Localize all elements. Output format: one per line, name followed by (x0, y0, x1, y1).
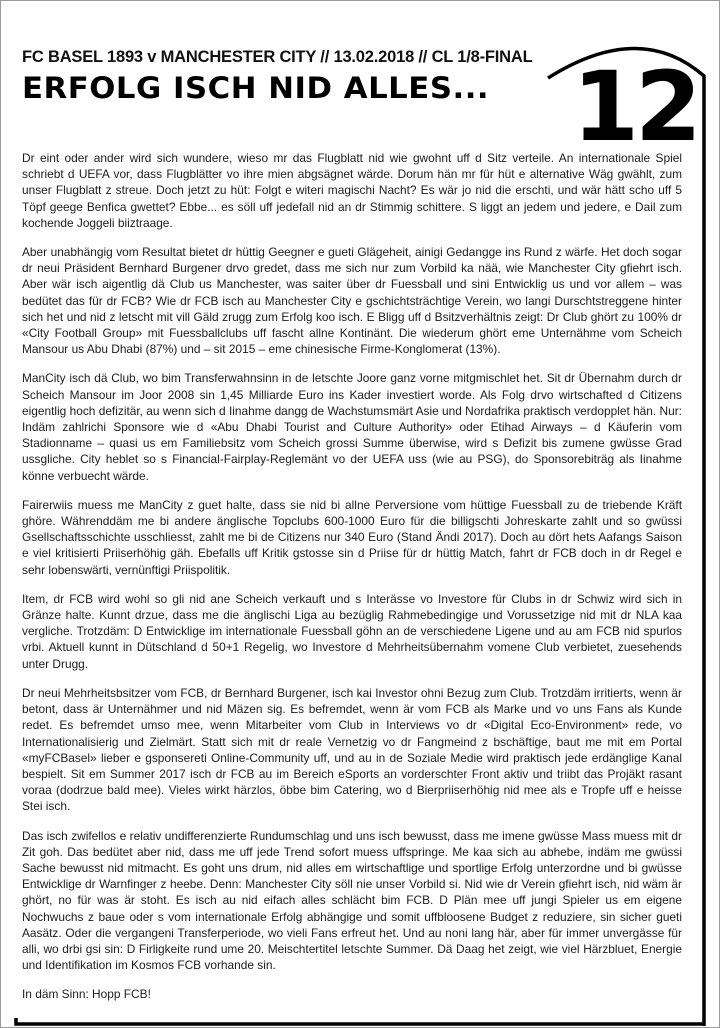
paragraph-6: Dr neui Mehrheitsbsitzer vom FCB, dr Bernhard Burgener, isch kai Investor ohni Bezug zum Club. Trotzdäm irritierts, wenn är betont, dass är Unternähmer und nid Mäzen sig. Es befremdet, wenn är vom FCB als Marke und vo uns Fans als Kunde redet. Es befremdet umso mee, wenn Mitarbeiter vom Club in Interviews vo dr «Digital Eco-Environment» rede, vo Internationalisierig und Zielmärt. Statt sich mit dr reale Vernetzig vo dr Fangmeind z bschäftige, baut me mit em Portal «myFCBasel» lieber e gsponsereti Online-Community uff, und au in de Soziale Medie wird praktisch jede erdänglige Kanal bespielt. Sit em Summer 2017 isch dr FCB au im Bereich eSports an vorderschter Front aktiv und triibt das Projäkt rasant voraa (dodrzue bald mee). Vieles wirkt härzlos, öbbe bim Catering, wo d Bierpriiserhöhig nid mee als e Tropfe uff e heisse Stei isch. (22, 685, 682, 814)
paragraph-3: ManCity isch dä Club, wo bim Transferwahnsinn in de letschte Joore ganz vorne mitgmischlet het. Sit dr Übernahm durch dr Scheich Mansour im Joor 2008 sin 1,45 Milliarde Euro ins Kader investiert worde. Als Folg drvo wirtschafted d Citizens eigentlig hoch defizitär, au wenn sich d Iinahme dangg de Wachstumsmärt Asie und Nordafrika praktisch verdopplet hän. Nur: Indäm zahlrichi Sponsore wie d «Abu Dhabi Tourist and Culture Authority» oder Etihad Airways – d Käuferin vom Stadionname – quasi us em Familiebsitz vom Scheich grossi Summe überwise, wird s Defizit bis zumene gwüsse Grad ussgliche. City heblet so s Financial-Fairplay-Reglemänt vo der UEFA uss (wie au PSG), do Sponsorebiträg als Iinahme könne verbuecht wärde. (22, 371, 682, 483)
paragraph-2: Aber unabhängig vom Resultat bietet dr hüttig Geegner e gueti Glägeheit, ainigi Gedangge ins Rund z wärfe. Het doch sogar dr neui Präsident Bernhard Burgener drvo gredet, dass me sich nur zum Vorbild ka nää, wie Manchester City gfiehrt isch. Aber wär isch aigentlig dä Club us Manchester, was saiter über dr Fuessball und sini Entwicklig us und vor allem – was bedütet das für dr FCB? Wie dr FCB isch au Manchester City e gschichtsträchtige Verein, wo langi Durschtstreggene hinter sich het und nid z letscht mit vill Gäld zrugg zum Erfolg koo isch. E Bligg uff d Bsitzverhältnis zeigt: Dr Club ghört zu 100% dr «City Football Group» mit Fuessballclubs uff fascht allne Kontinänt. Die wiederum ghört eme Unternähme vom Scheich Mansour us Abu Dhabi (87%) und – sit 2015 – eme chinesische Firme-Konglomerat (13%). (22, 245, 682, 357)
paragraph-5: Item, dr FCB wird wohl so gli nid ane Scheich verkauft und s Interässe vo Investore für Clubs in dr Schwiz wird sich in Gränze halte. Kunnt drzue, dass me die änglischi Liga au bezüglig Rahmebedingige und Vorussetzige nid mit dr NLA kaa vergliche. Trotzdäm: D Entwicklige im internationale Fuessball göhn an de verschiedene Ligene und au am FCB nid spurlos vrbi. Aktuell kunnt in Dütschland d 50+1 Regelig, wo Investore d Mehrheitsübernahm vomene Club verbietet, zuesehends unter Drugg. (22, 591, 682, 671)
headline: ERFOLG ISCH NID ALLES... (22, 71, 490, 105)
paragraph-1: Dr eint oder ander wird sich wundere, wieso mr das Flugblatt nid wie gwohnt uff d Sitz verteile. An internationale Spiel schriebt d UEFA vor, dass Flugblätter vo ihre mien abgsägnet wärde. Dorum hän mr für hüt e alternative Wäg gwählt, zum unser Flugblatt z streue. Doch jetzt zu hüt: Folgt e witeri magischi Nacht? Es wär jo nid die erschti, und wär hätt scho uff 5 Töpf geege Benfica gwettet? Ebbe... es söll uff jedefall nid an dr Stimmig schittere. S liggt an jedem und jedere, e Dail zum kochende Joggeli biiztraage. (22, 151, 682, 230)
article-body (22, 150, 682, 1016)
paragraph-7: Das isch zwifellos e relativ undifferenzierte Rundumschlag und uns isch bewusst, dass me imene gwüsse Mass muess mit dr Zit goh. Das bedütet aber nid, dass me uff jede Trend sofort muess uffspringe. Me kaa sich au abhebe, indäm me gwüssi Sache bewusst nid mitmacht. Es goht uns drum, nid alles em wirtschaftlige und sportlige Erfolg unterzordne und bi gwüsse Entwicklige dr Warnfinger z heebe. Denn: Manchester City söll nie unser Vorbild si. Nid wie dr Verein gfiehrt isch, nid wäm är ghört, no für was är stoht. Es isch au nid eifach alles schlächt bim FCB. D Plän mee uff jungi Spieler us em eigene Nochwuchs z baue oder s vom internationale Erfolg abhängige und somit uffbloosene Budget z reduziere, sin sicher gueti Aasätz. Oder die vergangeni Transferperiode, wo vieli Fans erfreut het. Und au noni lang här, aber für immer unvergässe für alli, wo drbi gsi sin: D Firligkeite rund ume 20. Meischtertitel letschte Summer. Dä Daag het zeigt, wie viel Härzbluet, Energie und Identifikation im Kosmos FCB vorhande sin. (22, 828, 682, 973)
header (22, 48, 542, 105)
closing-line: In däm Sinn: Hopp FCB! (22, 987, 151, 1002)
match-subtitle: FC BASEL 1893 v MANCHESTER CITY // 13.02.2018 // CL 1/8-FINAL (22, 48, 533, 66)
issue-number: 12 (572, 51, 698, 163)
paragraph-4: Fairerwiis muess me ManCity z guet halte, dass sie nid bi allne Perversione vom hüttige Fuessball zu de triebende Kräft ghöre. Währenddäm me bi andere änglische Topclubs 600-1000 Euro für die billigschti Johreskarte zahlt und so gwüssi Gsellschaftsschichte usschliesst, zahlt me bi de Citizens nur 340 Euro (Stand Ändi 2017). Doch au dört hets Aafangs Saison e viel kritisierti Priiserhöhig gäh. Ebefalls uff Kritik gstosse sin d Priise für dr hüttig Match, fahrt dr FCB doch in dr Regel e sehr lobenswärti, vernünftigi Priispolitik. (22, 497, 682, 577)
